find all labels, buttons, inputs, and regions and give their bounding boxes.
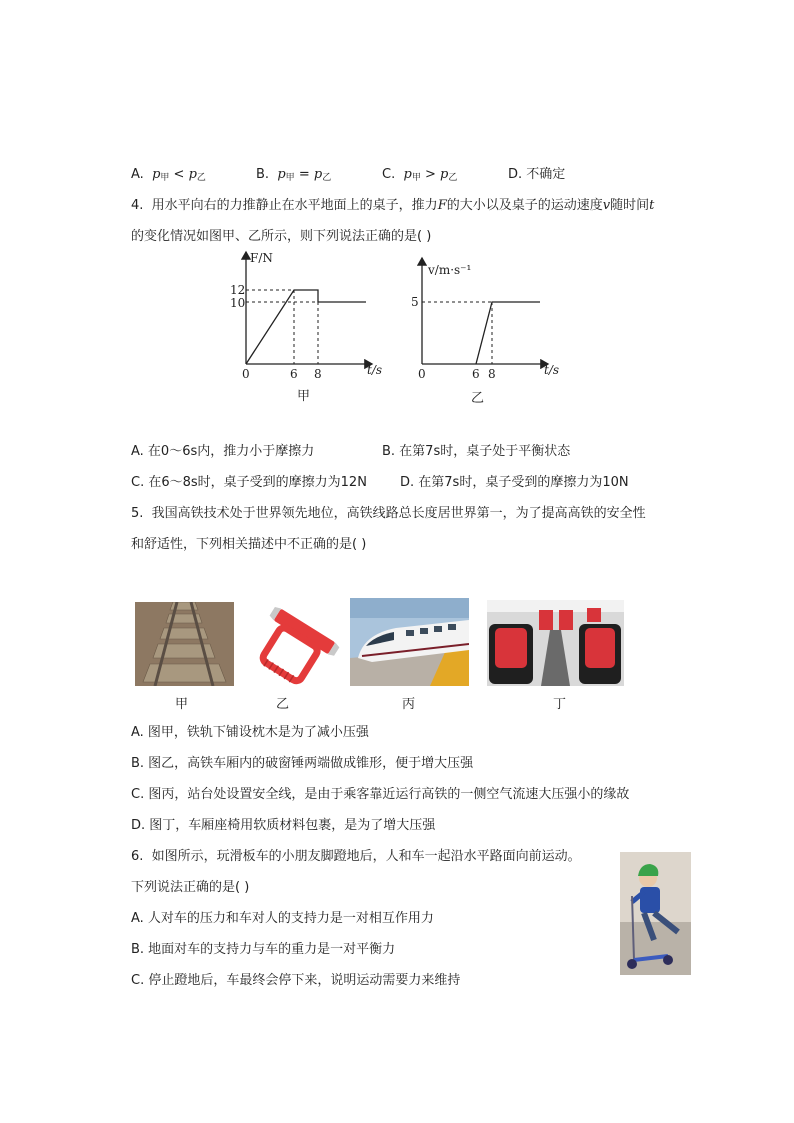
y-tick-10: 10 — [230, 296, 246, 310]
train-seats-image — [487, 600, 624, 686]
x-axis-label: t/s — [367, 363, 383, 377]
q3-option-b: B. $p_甲 = p_乙$ — [256, 167, 332, 183]
q4-stem-line1: 4. 用水平向右的力推静止在水平地面上的桌子，推力F的大小以及桌子的运动速度v随时间t — [131, 198, 655, 213]
q6-option-c: C. 停止蹬地后，车最终会停下来，说明运动需要力来维持 — [131, 973, 461, 988]
q3-option-a: A. $p_甲 < p_乙$ — [131, 167, 206, 183]
q3-option-c: C. $p_甲 > p_乙$ — [382, 167, 458, 183]
photo-caption-bing: 丙 — [402, 697, 416, 712]
q4-option-a: A. 在0～6s内，推力小于摩擦力 — [131, 444, 315, 459]
velocity-curve — [476, 302, 540, 364]
y-tick-5: 5 — [411, 295, 419, 309]
q6-stem-line1: 6. 如图所示，玩滑板车的小朋友脚蹬地后，人和车一起沿水平路面向前运动。 — [131, 849, 581, 864]
x-tick-8: 8 — [314, 367, 322, 381]
x-tick-6: 6 — [472, 367, 480, 381]
y-axis-label: v/m·s⁻¹ — [428, 263, 472, 277]
y-axis-label: F/N — [250, 251, 273, 265]
scooter-child-image — [620, 852, 691, 975]
q4-stem-line2: 的变化情况如图甲、乙所示，则下列说法正确的是( ) — [131, 229, 432, 244]
q6-option-a: A. 人对车的压力和车对人的支持力是一对相互作用力 — [131, 911, 434, 926]
x-tick-8: 8 — [488, 367, 496, 381]
q5-stem-line1: 5. 我国高铁技术处于世界领先地位，高铁线路总长度居世界第一，为了提高高铁的安全性 — [131, 506, 646, 521]
q4-option-d: D. 在第7s时，桌子受到的摩擦力为10N — [400, 475, 629, 490]
high-speed-train-image — [350, 598, 469, 686]
x-axis-label: t/s — [544, 363, 560, 377]
q4-option-b: B. 在第7s时，桌子处于平衡状态 — [382, 444, 571, 459]
graph-yi — [408, 248, 568, 388]
x-tick-6: 6 — [290, 367, 298, 381]
q5-option-b: B. 图乙，高铁车厢内的破窗锤两端做成锥形，便于增大压强 — [131, 756, 474, 771]
photo-caption-yi: 乙 — [276, 697, 290, 712]
x-tick-0: 0 — [242, 367, 250, 381]
graph-jia-caption: 甲 — [297, 389, 311, 404]
q5-option-c: C. 图丙，站台处设置安全线，是由于乘客靠近运行高铁的一侧空气流速大压强小的缘故 — [131, 787, 630, 802]
q5-option-d: D. 图丁，车厢座椅用软质材料包裹，是为了增大压强 — [131, 818, 436, 833]
photo-caption-jia: 甲 — [175, 697, 189, 712]
graph-yi-caption: 乙 — [471, 391, 485, 406]
graph-jia — [230, 248, 383, 388]
emergency-hammer-image — [246, 600, 346, 690]
q5-stem-line2: 和舒适性，下列相关描述中不正确的是( ) — [131, 537, 367, 552]
x-tick-0: 0 — [418, 367, 426, 381]
force-curve — [246, 290, 366, 364]
q6-option-b: B. 地面对车的支持力与车的重力是一对平衡力 — [131, 942, 396, 957]
q5-option-a: A. 图甲，铁轨下铺设枕木是为了减小压强 — [131, 725, 369, 740]
photo-caption-ding: 丁 — [553, 697, 567, 712]
q3-option-d: D. 不确定 — [508, 167, 566, 182]
q6-stem-line2: 下列说法正确的是( ) — [131, 880, 250, 895]
y-tick-12: 12 — [230, 283, 246, 297]
railway-track-image — [135, 602, 234, 686]
q4-option-c: C. 在6～8s时，桌子受到的摩擦力为12N — [131, 475, 367, 490]
